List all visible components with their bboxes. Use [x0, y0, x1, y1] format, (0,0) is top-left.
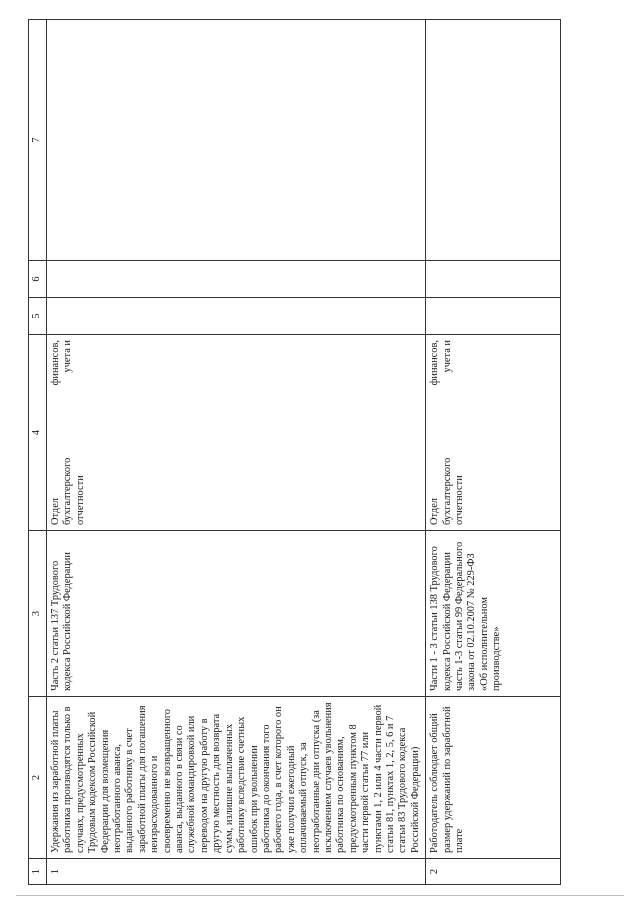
- empty-cell-5: [426, 298, 561, 335]
- department-word: отчетности: [454, 475, 465, 525]
- header-cell-6: 6: [29, 261, 47, 298]
- header-cell-2: 2: [29, 697, 47, 859]
- department-word: бухгалтерского: [62, 457, 74, 525]
- department-word: бухгалтерского: [441, 457, 453, 525]
- requirements-table: [28, 19, 561, 885]
- table-row: [426, 20, 561, 885]
- legal-basis-cell: Часть 2 статьи 137 Трудового кодекса Российской Федерации: [47, 531, 426, 697]
- header-cell-5: 5: [29, 298, 47, 335]
- empty-cell-6: [47, 261, 426, 298]
- header-cell-7: 7: [29, 20, 47, 261]
- table-row: [47, 20, 426, 885]
- requirement-cell: Работодатель соблюдает общий размер удержаний по заработной плате: [426, 697, 561, 859]
- empty-cell-7: [426, 20, 561, 261]
- department-word: финансов,: [50, 340, 61, 386]
- empty-cell-7: [47, 20, 426, 261]
- department-word: учета и: [441, 340, 453, 373]
- department-word: Отдел: [50, 498, 61, 525]
- scan-edge-line: [16, 895, 624, 896]
- department-word: учета и: [62, 340, 74, 373]
- header-cell-4: 4: [29, 335, 47, 531]
- empty-cell-6: [426, 261, 561, 298]
- row-number: 1: [47, 859, 426, 885]
- legal-basis-cell: Части 1 - 3 статьи 138 Трудового кодекса Российской Федерации часть 1-3 статьи 99 Федерального закона от 02.10.2007 № 229-ФЗ «Об исполнительном производстве»: [426, 531, 561, 697]
- header-cell-3: 3: [29, 531, 47, 697]
- header-cell-1: 1: [29, 859, 47, 885]
- rotated-page-content: [28, 20, 628, 885]
- empty-cell-5: [47, 298, 426, 335]
- department-word: Отдел: [429, 498, 441, 525]
- header-row: [29, 20, 47, 885]
- department-word: отчетности: [74, 475, 86, 525]
- requirement-cell: Удержания из заработной платы работника производятся только в случаях, предусмотренных Трудовым кодексом Российской Федерации для возмещения неотработанного аванса, выданного работнику в счет заработной платы для погашения неизрасходованного и своевременно не возвращенного аванса, выданного в связи со служебной командировкой или переводом на другую работу в другую местность для возврата сумм, излишне выплаченных работнику вследствие счетных ошибок при увольнении работника до окончания того рабочего года, в счет которого он уже получил ежегодный оплачиваемый отпуск, за неотработанные дни отпуска (за исключением случаев увольнения работника по основаниям, предусмотренным пунктом 8 части первой статьи 77 или пунктами 1, 2 или 4 части первой статьи 81, пунктах 1, 2, 5, 6 и 7 статьи 83 Трудового кодекса Российской Федерации): [47, 697, 426, 859]
- department-cell: [47, 335, 426, 531]
- row-number: 2: [426, 859, 561, 885]
- department-word: финансов,: [429, 340, 441, 386]
- department-cell: [426, 335, 561, 531]
